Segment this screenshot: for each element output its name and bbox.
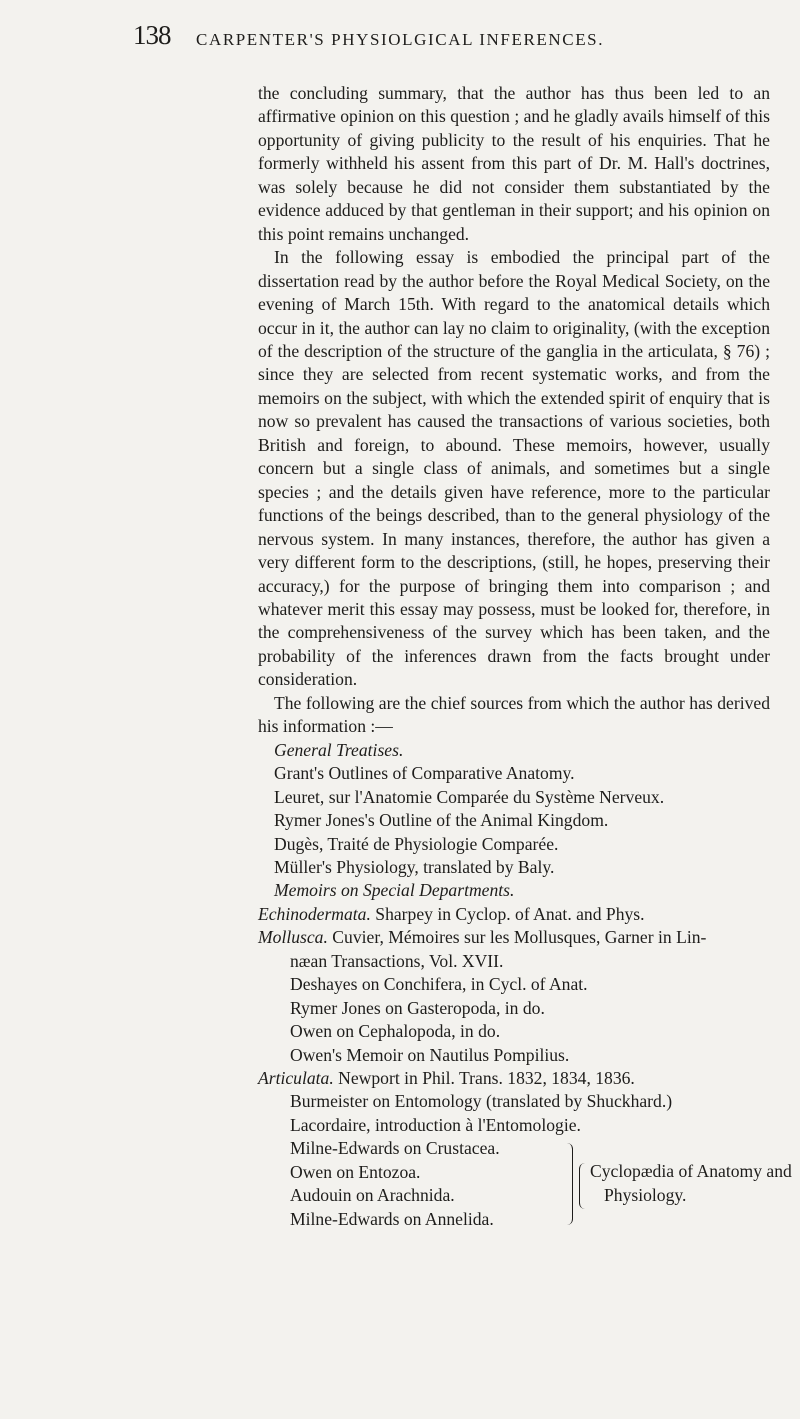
bracketed-source-2: Owen on Entozoa. xyxy=(290,1161,421,1182)
page-number: 138 xyxy=(133,20,171,50)
bracket-note-line-1: Cyclopædia of Anatomy and xyxy=(590,1161,792,1182)
cyclopaedia-bracket-group xyxy=(290,1137,792,1231)
mollusca-item-3: Owen on Cephalopoda, in do. xyxy=(290,1021,501,1042)
articulata-item-2: Lacordaire, introduction à l'Entomologie. xyxy=(290,1114,581,1135)
general-source-1: Grant's Outlines of Comparative Anatomy. xyxy=(274,763,575,784)
mollusca-item-4: Owen's Memoir on Nautilus Pompilius. xyxy=(290,1044,570,1065)
bracketed-source-1: Milne-Edwards on Crustacea. xyxy=(290,1138,500,1159)
body-text xyxy=(258,82,792,1231)
paragraph-3: The following are the chief sources from which the author has derived his information :— xyxy=(258,692,770,737)
articulata-label: Articulata. xyxy=(258,1068,334,1089)
bracketed-source-4: Milne-Edwards on Annelida. xyxy=(290,1208,494,1229)
general-source-2: Leuret, sur l'Anatomie Comparée du Système Nerveux. xyxy=(274,786,665,807)
mollusca-item-1: Deshayes on Conchifera, in Cycl. of Anat. xyxy=(290,974,588,995)
mollusca-continuation: næan Transactions, Vol. XVII. xyxy=(290,950,504,971)
general-source-4: Dugès, Traité de Physiologie Comparée. xyxy=(274,833,559,854)
bracketed-source-3: Audouin on Arachnida. xyxy=(290,1185,455,1206)
special-memoirs-heading: Memoirs on Special Departments. xyxy=(274,880,515,901)
general-treatises-heading: General Treatises. xyxy=(274,739,404,760)
echinodermata-label: Echinodermata. xyxy=(258,903,371,924)
brace-mark xyxy=(564,1143,573,1225)
echinodermata-text: Sharpey in Cyclop. of Anat. and Phys. xyxy=(375,903,645,924)
running-title: CARPENTER'S PHYSIOLGICAL INFERENCES. xyxy=(196,30,605,49)
bracket-note-line-2: Physiology. xyxy=(604,1184,687,1205)
bracketed-sources xyxy=(290,1137,500,1231)
mollusca-entry xyxy=(258,926,770,949)
articulata-entry xyxy=(258,1067,770,1090)
articulata-item-1: Burmeister on Entomology (translated by Shuckhard.) xyxy=(290,1091,673,1112)
mollusca-item-2: Rymer Jones on Gasteropoda, in do. xyxy=(290,997,545,1018)
paragraph-2: In the following essay is embodied the principal part of the dissertation read by the author before the Royal Medical Society, on the evening of March 15th. With regard to the anatomical details which occur in it, the author can lay no claim to originality, (with the exception of the description of the structure of the ganglia in the articulata, § 76) ; since they are selected from recent systematic works, and from the memoirs on the subject, with which the extended spirit of enquiry that is now so prevalent has caused the transactions of various societies, both British and foreign, to abound. These memoirs, however, usually concern but a single class of animals, and sometimes but a single species ; and the details given have reference, more to the particular functions of the beings described, than to the general physiology of the nervous system. In many instances, therefore, the author has given a very different form to the descriptions, (still, he hopes, preserving their accuracy,) for the purpose of bringing them into comparison ; and whatever merit this essay may possess, must be looked for, therefore, in the comprehensiveness of the survey which has been taken, and the probability of the inferences drawn from the facts brought under consideration. xyxy=(258,247,770,690)
bracket-note xyxy=(590,1160,792,1207)
echinodermata-entry xyxy=(258,903,770,926)
paragraph-1: the concluding summary, that the author has thus been led to an affirmative opinion on this question ; and he gladly avails himself of this opportunity of giving publicity to the result of his enquiries. That he formerly withheld his assent from this part of Dr. M. Hall's doctrines, was solely because he did not consider them substantiated by the evidence adduced by that gentleman in their support; and his opinion on this point remains unchanged. xyxy=(258,83,770,244)
running-head xyxy=(133,20,773,64)
mollusca-text: Cuvier, Mémoires sur les Mollusques, Garner in Lin- xyxy=(332,927,707,948)
general-source-3: Rymer Jones's Outline of the Animal Kingdom. xyxy=(274,810,609,831)
articulata-text: Newport in Phil. Trans. 1832, 1834, 1836. xyxy=(338,1068,635,1089)
brace-mark-inner xyxy=(579,1163,588,1209)
general-source-5: Müller's Physiology, translated by Baly. xyxy=(274,856,555,877)
mollusca-label: Mollusca. xyxy=(258,927,328,948)
